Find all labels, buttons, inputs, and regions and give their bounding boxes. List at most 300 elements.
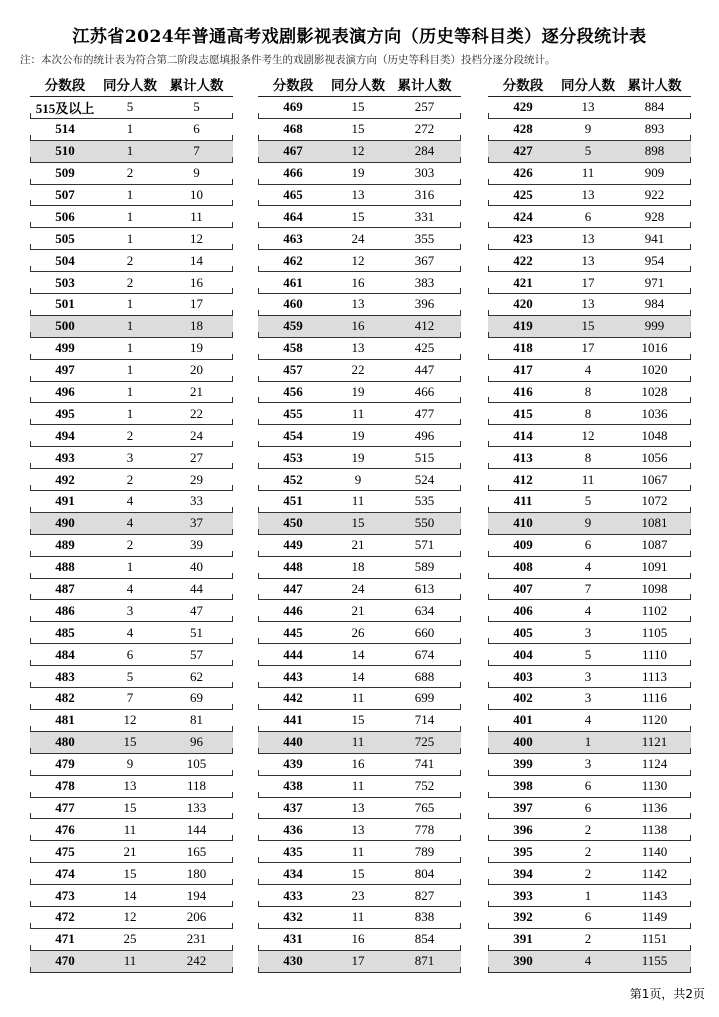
score-cell: 393 xyxy=(513,887,533,903)
cumulative-cell: 1087 xyxy=(641,537,668,553)
same-count-cell: 11 xyxy=(351,778,365,794)
score-cell: 466 xyxy=(283,165,303,181)
score-cell: 430 xyxy=(283,953,303,969)
table-row xyxy=(488,776,691,798)
cumulative-cell: 741 xyxy=(414,756,435,772)
score-cell: 506 xyxy=(55,208,75,224)
score-cell: 471 xyxy=(55,931,75,947)
table-row xyxy=(488,294,691,316)
same-count-cell: 12 xyxy=(123,909,137,925)
table-row xyxy=(30,579,233,601)
table-row xyxy=(258,863,461,885)
cumulative-cell: 1142 xyxy=(641,865,668,881)
score-cell: 480 xyxy=(55,734,75,750)
cumulative-cell: 5 xyxy=(193,99,200,115)
table-row xyxy=(488,185,691,207)
cumulative-cell: 804 xyxy=(414,865,435,881)
cumulative-cell: 838 xyxy=(414,909,435,925)
cumulative-cell: 466 xyxy=(414,384,435,400)
table-row xyxy=(488,272,691,294)
same-count-cell: 19 xyxy=(351,384,365,400)
table-row xyxy=(488,579,691,601)
score-cell: 454 xyxy=(283,427,303,443)
same-count-cell: 23 xyxy=(351,887,365,903)
same-count-cell: 9 xyxy=(584,121,592,137)
table-row xyxy=(30,425,233,447)
cumulative-cell: 180 xyxy=(186,865,207,881)
same-count-cell: 7 xyxy=(126,690,134,706)
same-count-cell: 2 xyxy=(584,931,592,947)
same-count-cell: 15 xyxy=(123,734,137,750)
cumulative-cell: 355 xyxy=(414,230,435,246)
score-cell: 472 xyxy=(55,909,75,925)
same-count-cell: 1 xyxy=(584,887,592,903)
table-row xyxy=(488,250,691,272)
table-row xyxy=(258,513,461,535)
same-count-cell: 3 xyxy=(584,690,592,706)
same-count-cell: 1 xyxy=(126,121,134,137)
table-row xyxy=(488,97,691,119)
score-cell: 475 xyxy=(55,843,75,859)
score-cell: 440 xyxy=(283,734,303,750)
cumulative-cell: 1028 xyxy=(641,384,668,400)
cumulative-cell: 1036 xyxy=(641,405,668,421)
cumulative-cell: 9 xyxy=(193,165,200,181)
table-row xyxy=(488,119,691,141)
score-cell: 465 xyxy=(283,187,303,202)
same-count-cell: 11 xyxy=(123,953,137,969)
cumulative-cell: 884 xyxy=(644,99,665,115)
same-count-cell: 15 xyxy=(351,121,365,137)
cumulative-cell: 257 xyxy=(414,99,435,115)
cumulative-cell: 688 xyxy=(414,668,435,684)
same-count-cell: 17 xyxy=(581,274,595,290)
cumulative-cell: 194 xyxy=(186,887,207,903)
table-row xyxy=(30,819,233,841)
table-row xyxy=(488,163,691,185)
table-column-3 xyxy=(488,72,691,973)
table-row xyxy=(30,403,233,425)
score-cell: 460 xyxy=(283,296,303,312)
cumulative-cell: 954 xyxy=(644,252,665,268)
same-count-cell: 21 xyxy=(351,537,365,553)
table-row xyxy=(30,228,233,250)
table-row xyxy=(258,600,461,622)
score-cell: 505 xyxy=(55,230,75,246)
same-count-cell: 2 xyxy=(126,471,134,487)
cumulative-cell: 1048 xyxy=(641,427,668,443)
same-count-cell: 1 xyxy=(126,296,134,312)
score-cell: 473 xyxy=(55,887,75,903)
table-row xyxy=(488,929,691,951)
same-count-cell: 4 xyxy=(126,581,134,597)
cumulative-cell: 778 xyxy=(414,821,435,837)
cumulative-cell: 1091 xyxy=(641,559,668,575)
cumulative-cell: 425 xyxy=(414,340,435,356)
score-cell: 418 xyxy=(513,340,533,356)
score-cell: 409 xyxy=(513,537,533,553)
table-row xyxy=(258,798,461,820)
score-cell: 481 xyxy=(55,712,75,728)
score-cell: 390 xyxy=(513,953,533,969)
score-cell: 448 xyxy=(283,559,303,575)
same-count-cell: 19 xyxy=(351,165,365,181)
cumulative-cell: 17 xyxy=(190,296,203,312)
table-row xyxy=(258,710,461,732)
score-cell: 415 xyxy=(513,405,533,421)
score-cell: 514 xyxy=(55,121,75,137)
same-count-cell: 11 xyxy=(351,690,365,706)
same-count-cell: 6 xyxy=(584,799,592,815)
table-row xyxy=(30,97,233,119)
cumulative-cell: 928 xyxy=(644,208,665,224)
cumulative-cell: 272 xyxy=(414,121,435,137)
same-count-cell: 1 xyxy=(126,362,134,378)
table-row xyxy=(258,688,461,710)
table-row xyxy=(258,929,461,951)
score-cell: 459 xyxy=(283,318,303,334)
table-row xyxy=(488,863,691,885)
same-count-cell: 4 xyxy=(126,493,134,509)
same-count-cell: 3 xyxy=(584,668,592,684)
same-count-cell: 9 xyxy=(354,471,362,487)
cumulative-cell: 634 xyxy=(414,602,435,618)
table-row xyxy=(258,228,461,250)
table-row xyxy=(30,250,233,272)
table-header xyxy=(488,72,691,97)
table-row xyxy=(258,119,461,141)
cumulative-cell: 477 xyxy=(414,405,435,421)
cumulative-cell: 57 xyxy=(190,646,203,662)
cumulative-cell: 37 xyxy=(190,515,203,531)
table-row xyxy=(30,907,233,929)
table-row xyxy=(30,557,233,579)
score-cell: 476 xyxy=(55,821,75,837)
score-cell: 461 xyxy=(283,274,303,290)
same-count-cell: 13 xyxy=(581,252,595,268)
same-count-cell: 14 xyxy=(123,887,137,903)
same-count-cell: 3 xyxy=(126,602,134,618)
same-count-cell: 4 xyxy=(584,953,592,969)
cumulative-cell: 725 xyxy=(414,734,435,750)
cumulative-cell: 589 xyxy=(414,559,435,575)
cumulative-cell: 1155 xyxy=(641,953,668,969)
table-row xyxy=(488,688,691,710)
same-count-cell: 11 xyxy=(351,909,365,925)
cumulative-cell: 40 xyxy=(190,559,203,575)
header-score: 分数段 xyxy=(272,78,314,94)
same-count-cell: 1 xyxy=(126,143,134,159)
score-cell: 436 xyxy=(283,821,303,837)
score-cell: 432 xyxy=(283,909,303,925)
cumulative-cell: 1067 xyxy=(641,471,668,487)
cumulative-cell: 1116 xyxy=(641,690,668,706)
table-row xyxy=(488,338,691,360)
cumulative-cell: 6 xyxy=(193,121,200,137)
same-count-cell: 1 xyxy=(126,384,134,400)
cumulative-cell: 96 xyxy=(190,734,203,750)
cumulative-cell: 44 xyxy=(190,581,203,597)
table-row xyxy=(258,447,461,469)
cumulative-cell: 24 xyxy=(190,427,203,443)
cumulative-cell: 21 xyxy=(190,384,203,400)
table-row xyxy=(258,579,461,601)
score-cell: 419 xyxy=(513,318,533,334)
same-count-cell: 12 xyxy=(123,712,137,728)
table-row xyxy=(30,535,233,557)
same-count-cell: 11 xyxy=(351,493,365,509)
table-row xyxy=(258,666,461,688)
same-count-cell: 2 xyxy=(126,252,134,268)
table-row xyxy=(488,469,691,491)
same-count-cell: 25 xyxy=(123,931,137,947)
same-count-cell: 6 xyxy=(584,208,592,224)
score-cell: 395 xyxy=(513,843,533,859)
cumulative-cell: 1016 xyxy=(641,340,668,356)
table-row xyxy=(30,206,233,228)
score-cell: 492 xyxy=(55,471,75,487)
same-count-cell: 2 xyxy=(126,537,134,553)
table-row xyxy=(30,600,233,622)
score-cell: 446 xyxy=(283,602,303,618)
score-cell: 455 xyxy=(283,405,303,421)
score-cell: 447 xyxy=(283,581,303,597)
cumulative-cell: 331 xyxy=(414,208,435,224)
table-row xyxy=(30,951,233,973)
cumulative-cell: 242 xyxy=(186,953,207,969)
same-count-cell: 24 xyxy=(351,230,365,246)
same-count-cell: 13 xyxy=(351,296,365,312)
cumulative-cell: 27 xyxy=(190,449,203,465)
score-cell: 439 xyxy=(283,756,303,772)
header-cumulative: 累计人数 xyxy=(627,78,682,94)
same-count-cell: 11 xyxy=(351,843,365,859)
cumulative-cell: 1130 xyxy=(641,778,668,794)
cumulative-cell: 613 xyxy=(414,581,435,597)
same-count-cell: 2 xyxy=(584,843,592,859)
same-count-cell: 15 xyxy=(123,799,137,815)
table-row xyxy=(258,951,461,973)
cumulative-cell: 33 xyxy=(190,493,203,509)
same-count-cell: 13 xyxy=(123,778,137,794)
score-cell: 412 xyxy=(513,471,533,487)
table-row xyxy=(258,382,461,404)
score-cell: 431 xyxy=(283,931,303,947)
score-cell: 449 xyxy=(283,537,303,553)
cumulative-cell: 1102 xyxy=(641,602,668,618)
table-row xyxy=(488,403,691,425)
cumulative-cell: 496 xyxy=(414,427,435,443)
cumulative-cell: 871 xyxy=(414,953,435,969)
table-row xyxy=(258,907,461,929)
same-count-cell: 16 xyxy=(351,931,365,947)
score-cell: 483 xyxy=(55,668,75,684)
cumulative-cell: 11 xyxy=(190,208,203,224)
same-count-cell: 1 xyxy=(126,340,134,356)
same-count-cell: 2 xyxy=(584,865,592,881)
cumulative-cell: 1081 xyxy=(641,515,668,531)
table-row xyxy=(488,600,691,622)
same-count-cell: 15 xyxy=(351,208,365,224)
table-row xyxy=(30,185,233,207)
header-score: 分数段 xyxy=(502,78,544,94)
same-count-cell: 6 xyxy=(126,646,134,662)
score-cell: 487 xyxy=(55,581,75,597)
same-count-cell: 13 xyxy=(351,821,365,837)
score-cell: 394 xyxy=(513,865,533,881)
score-cell: 443 xyxy=(283,668,303,684)
score-cell: 458 xyxy=(283,340,303,356)
table-row xyxy=(30,316,233,338)
score-cell: 429 xyxy=(513,99,533,115)
cumulative-cell: 22 xyxy=(190,405,203,421)
score-cell: 452 xyxy=(283,471,303,487)
cumulative-cell: 69 xyxy=(190,690,203,706)
page-title: 江苏省2024年普通高考戏剧影视表演方向（历史等科目类）逐分段统计表 xyxy=(72,27,647,47)
same-count-cell: 17 xyxy=(581,340,595,356)
cumulative-cell: 922 xyxy=(644,187,665,202)
table-row xyxy=(30,513,233,535)
cumulative-cell: 316 xyxy=(414,187,435,202)
table-row xyxy=(30,776,233,798)
same-count-cell: 2 xyxy=(126,165,134,181)
table-row xyxy=(258,732,461,754)
cumulative-cell: 29 xyxy=(190,471,203,487)
same-count-cell: 4 xyxy=(584,362,592,378)
table-row xyxy=(488,360,691,382)
cumulative-cell: 7 xyxy=(193,143,200,159)
same-count-cell: 3 xyxy=(126,449,134,465)
same-count-cell: 12 xyxy=(351,252,365,268)
score-cell: 470 xyxy=(55,953,75,969)
table-row xyxy=(30,710,233,732)
table-row xyxy=(488,228,691,250)
same-count-cell: 8 xyxy=(584,449,592,465)
cumulative-cell: 105 xyxy=(186,756,207,772)
score-cell: 501 xyxy=(55,296,75,312)
score-cell: 402 xyxy=(513,690,533,706)
table-row xyxy=(488,819,691,841)
same-count-cell: 26 xyxy=(351,624,365,640)
cumulative-cell: 984 xyxy=(644,296,665,312)
table-row xyxy=(30,622,233,644)
table-row xyxy=(30,447,233,469)
score-cell: 494 xyxy=(55,427,75,443)
cumulative-cell: 660 xyxy=(414,624,435,640)
score-cell: 413 xyxy=(513,449,533,465)
cumulative-cell: 231 xyxy=(186,931,207,947)
cumulative-cell: 16 xyxy=(190,274,203,290)
same-count-cell: 1 xyxy=(126,559,134,575)
score-cell: 463 xyxy=(283,230,303,246)
cumulative-cell: 303 xyxy=(414,165,435,181)
table-row xyxy=(258,294,461,316)
table-row xyxy=(258,97,461,119)
same-count-cell: 2 xyxy=(584,821,592,837)
table-row xyxy=(258,206,461,228)
cumulative-cell: 909 xyxy=(644,165,665,181)
cumulative-cell: 367 xyxy=(414,252,435,268)
table-row xyxy=(30,491,233,513)
score-cell: 423 xyxy=(513,230,533,246)
score-cell: 503 xyxy=(55,274,75,290)
table-row xyxy=(30,119,233,141)
header-score: 分数段 xyxy=(44,78,86,94)
cumulative-cell: 971 xyxy=(644,274,665,290)
same-count-cell: 13 xyxy=(351,187,365,202)
cumulative-cell: 62 xyxy=(190,668,203,684)
same-count-cell: 4 xyxy=(126,515,134,531)
same-count-cell: 16 xyxy=(351,318,365,334)
table-row xyxy=(258,622,461,644)
cumulative-cell: 765 xyxy=(414,799,435,815)
same-count-cell: 21 xyxy=(351,602,365,618)
same-count-cell: 22 xyxy=(351,362,365,378)
same-count-cell: 6 xyxy=(584,537,592,553)
same-count-cell: 5 xyxy=(126,668,134,684)
table-row xyxy=(488,382,691,404)
same-count-cell: 15 xyxy=(123,865,137,881)
score-cell: 421 xyxy=(513,274,533,290)
same-count-cell: 11 xyxy=(351,734,365,750)
same-count-cell: 11 xyxy=(351,405,365,421)
same-count-cell: 5 xyxy=(584,646,592,662)
score-cell: 404 xyxy=(513,646,533,662)
table-row xyxy=(488,754,691,776)
same-count-cell: 2 xyxy=(126,427,134,443)
same-count-cell: 9 xyxy=(584,515,592,531)
score-cell: 469 xyxy=(283,99,303,115)
same-count-cell: 1 xyxy=(126,187,134,202)
score-cell: 425 xyxy=(513,187,533,202)
cumulative-cell: 699 xyxy=(414,690,435,706)
header-same-count: 同分人数 xyxy=(331,78,385,94)
cumulative-cell: 12 xyxy=(190,230,203,246)
table-column-1 xyxy=(30,72,233,973)
table-row xyxy=(488,425,691,447)
score-cell: 489 xyxy=(55,537,75,553)
cumulative-cell: 1120 xyxy=(641,712,668,728)
score-cell: 444 xyxy=(283,646,303,662)
same-count-cell: 8 xyxy=(584,384,592,400)
table-row xyxy=(30,360,233,382)
cumulative-cell: 714 xyxy=(414,712,435,728)
score-cell: 457 xyxy=(283,362,303,378)
cumulative-cell: 383 xyxy=(414,274,435,290)
same-count-cell: 4 xyxy=(584,712,592,728)
same-count-cell: 15 xyxy=(351,99,365,115)
table-row xyxy=(30,272,233,294)
same-count-cell: 4 xyxy=(584,559,592,575)
score-cell: 427 xyxy=(513,143,533,159)
same-count-cell: 12 xyxy=(581,427,595,443)
cumulative-cell: 550 xyxy=(414,515,435,531)
table-header xyxy=(258,72,461,97)
cumulative-cell: 674 xyxy=(414,646,435,662)
header-same-count: 同分人数 xyxy=(561,78,615,94)
table-row xyxy=(258,250,461,272)
table-row xyxy=(258,185,461,207)
same-count-cell: 15 xyxy=(351,515,365,531)
table-row xyxy=(30,382,233,404)
page-footer: 第1页，共2页 xyxy=(629,987,705,1001)
table-row xyxy=(488,798,691,820)
cumulative-cell: 999 xyxy=(644,318,665,334)
score-cell: 490 xyxy=(55,515,75,531)
same-count-cell: 24 xyxy=(351,581,365,597)
same-count-cell: 1 xyxy=(126,230,134,246)
cumulative-cell: 133 xyxy=(186,799,207,815)
